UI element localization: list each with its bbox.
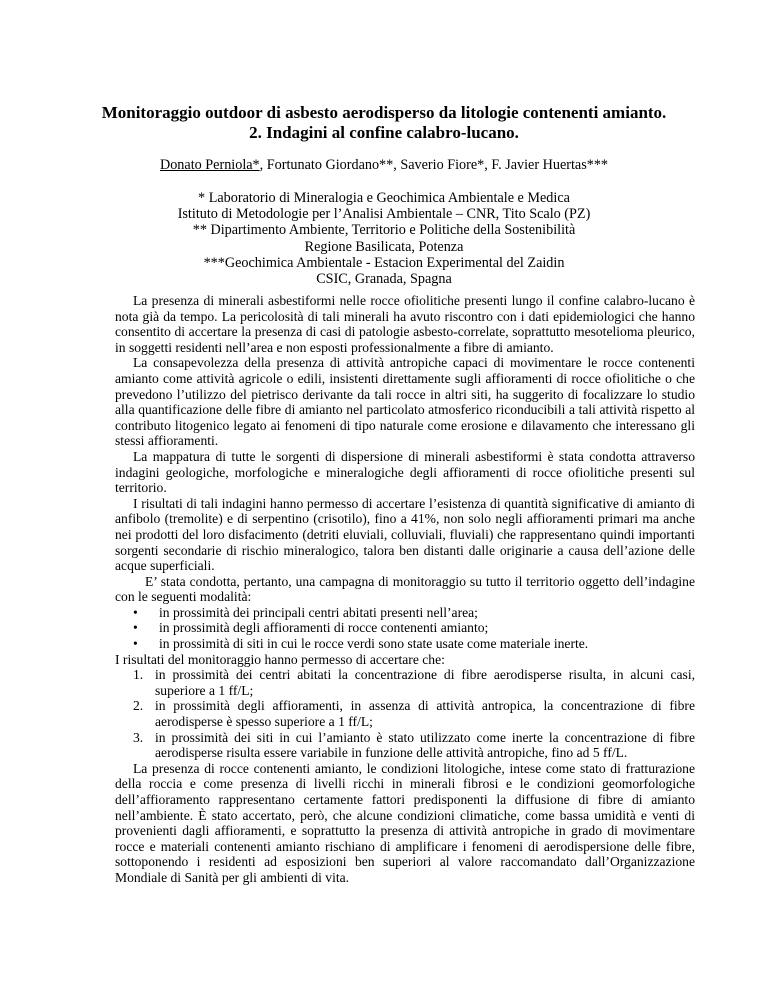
paper-title: Monitoraggio outdoor di asbesto aerodisperso da litologie contenenti amianto. 2. Indagini al confine calabro-lucano. (101, 103, 667, 142)
list-item (115, 636, 695, 652)
list-item-text: in prossimità dei siti in cui l’amianto è stato utilizzato come inerte la concentrazione di fibre aerodisperse risulta essere variabile in funzione delle attività antropiche, fino ad 5 ff/L. (155, 729, 695, 761)
list-item-text: in prossimità dei centri abitati la concentrazione di fibre aerodisperse risulta, in alcuni casi, superiore a 1 ff/L; (155, 667, 695, 698)
list-item (115, 730, 695, 761)
affiliations (80, 190, 688, 287)
affiliation-line: CSIC, Granada, Spagna (316, 271, 452, 288)
list-item (115, 620, 695, 636)
list-item-text: in prossimità di siti in cui le rocce verdi sono state usate come materiale inerte. (159, 636, 589, 652)
numbered-list (115, 667, 695, 761)
body-paragraph: La mappatura di tutte le sorgenti di dispersione di minerali asbestiformi è stata condotta attraverso indagini geologiche, morfologiche e mineralogiche degli affioramenti di rocce ofiolitiche presenti sul territorio. (115, 448, 695, 496)
list-number: 2. (133, 698, 144, 714)
bullet-icon: • (133, 620, 138, 636)
list-item-text: in prossimità dei principali centri abitati presenti nell’area; (159, 604, 478, 620)
list-number: 3. (133, 729, 144, 745)
body-paragraph: La consapevolezza della presenza di attività antropiche capaci di movimentare le rocce contenenti amianto come attività agricole o edili, insistenti direttamente sugli affioramenti di rocce ofiolitiche o che prevedono l’utilizzo del pietrisco derivante da tali rocce in altri siti, ha suggerito di focalizzare lo studio alla quantificazione delle fibre di amianto nel particolato atmosferico riconducibili a tali attività rispetto al contributo litogenico legato ai fenomeni di tipo naturale come erosione e dilavamento che interessano gli stessi affioramenti. (115, 355, 695, 449)
bullet-icon: • (133, 636, 138, 652)
body-paragraph: La presenza di minerali asbestiformi nelle rocce ofiolitiche presenti lungo il confine calabro-lucano è nota già da tempo. La pericolosità di tali minerali ha avuto riscontro con i dati epidemiologici che hanno consentito di accertare la presenza di casi di patologie asbesto-correlate, soprattutto mesotelioma pleurico, in soggetti residenti nell’area e non esposti professionalmente a fibre di amianto. (115, 293, 695, 355)
results-intro: I risultati del monitoraggio hanno permesso di accertare che: (115, 651, 445, 667)
affiliation-line: Regione Basilicata, Potenza (304, 238, 464, 255)
body-paragraph: I risultati di tali indagini hanno permesso di accertare l’esistenza di quantità significative di amianto di anfibolo (tremolite) e di serpentino (crisotilo), fino a 41%, non solo negli affioramenti primari ma anche nei prodotti del loro disfacimento (detriti eluviali, colluviali, fluviali) che rappresentano quindi importanti sorgenti secondarie di rischio mineralogico, talora ben distanti dalle originarie a causa dell’azione delle acque superficiali. (115, 495, 695, 574)
abstract-body (115, 293, 695, 886)
bullet-icon: • (133, 604, 138, 620)
affiliation-line: ***Geochimica Ambientale - Estacion Experimental del Zaidin (203, 254, 565, 271)
list-item (115, 605, 695, 621)
list-item (115, 698, 695, 729)
affiliation-line: * Laboratorio di Mineralogia e Geochimica Ambientale e Medica (198, 190, 570, 206)
list-item (115, 667, 695, 698)
bullet-list (115, 605, 695, 652)
list-item-text: in prossimità degli affioramenti di rocce contenenti amianto; (159, 620, 489, 636)
conclusion-paragraph: La presenza di rocce contenenti amianto, le condizioni litologiche, intese come stato di fratturazione della roccia e come presenza di livelli ricchi in minerali fibrosi e le condizioni geomorfologiche dell’affioramento rappresentano certamente fattori predisponenti la diffusione di fibre di amianto nell’ambiente. È stato accertato, però, che alcune condizioni climatiche, come bassa umidità e venti di provenienti dagli affioramenti, e soprattutto la presenza di attività antropiche in grado di movimentare rocce e materiali contenenti amianto rischiano di amplificare i fenomeni di aerodispersione delle fibre, sottoponendo i residenti ad esposizioni ben superiori al valore raccomandato dall’Organizzazione Mondiale di Sanità per gli ambienti di vita. (115, 760, 695, 885)
body-paragraph: E’ stata condotta, pertanto, una campagna di monitoraggio su tutto il territorio oggetto dell’indagine con le seguenti modalità: (115, 573, 695, 605)
affiliation-line: Istituto di Metodologie per l’Analisi Ambientale – CNR, Tito Scalo (PZ) (177, 206, 591, 223)
list-number: 1. (133, 667, 144, 683)
author-others: , Fortunato Giordano**, Saverio Fiore*, F. Javier Huertas*** (259, 157, 609, 173)
author-first: Donato Perniola* (159, 157, 260, 173)
list-item-text: in prossimità degli affioramenti, in assenza di attività antropica, la concentrazione di fibre aerodisperse è spesso superiore a 1 ff/L; (155, 698, 695, 730)
affiliation-line: ** Dipartimento Ambiente, Territorio e Politiche della Sostenibilità (192, 222, 576, 239)
author-line (80, 157, 688, 173)
